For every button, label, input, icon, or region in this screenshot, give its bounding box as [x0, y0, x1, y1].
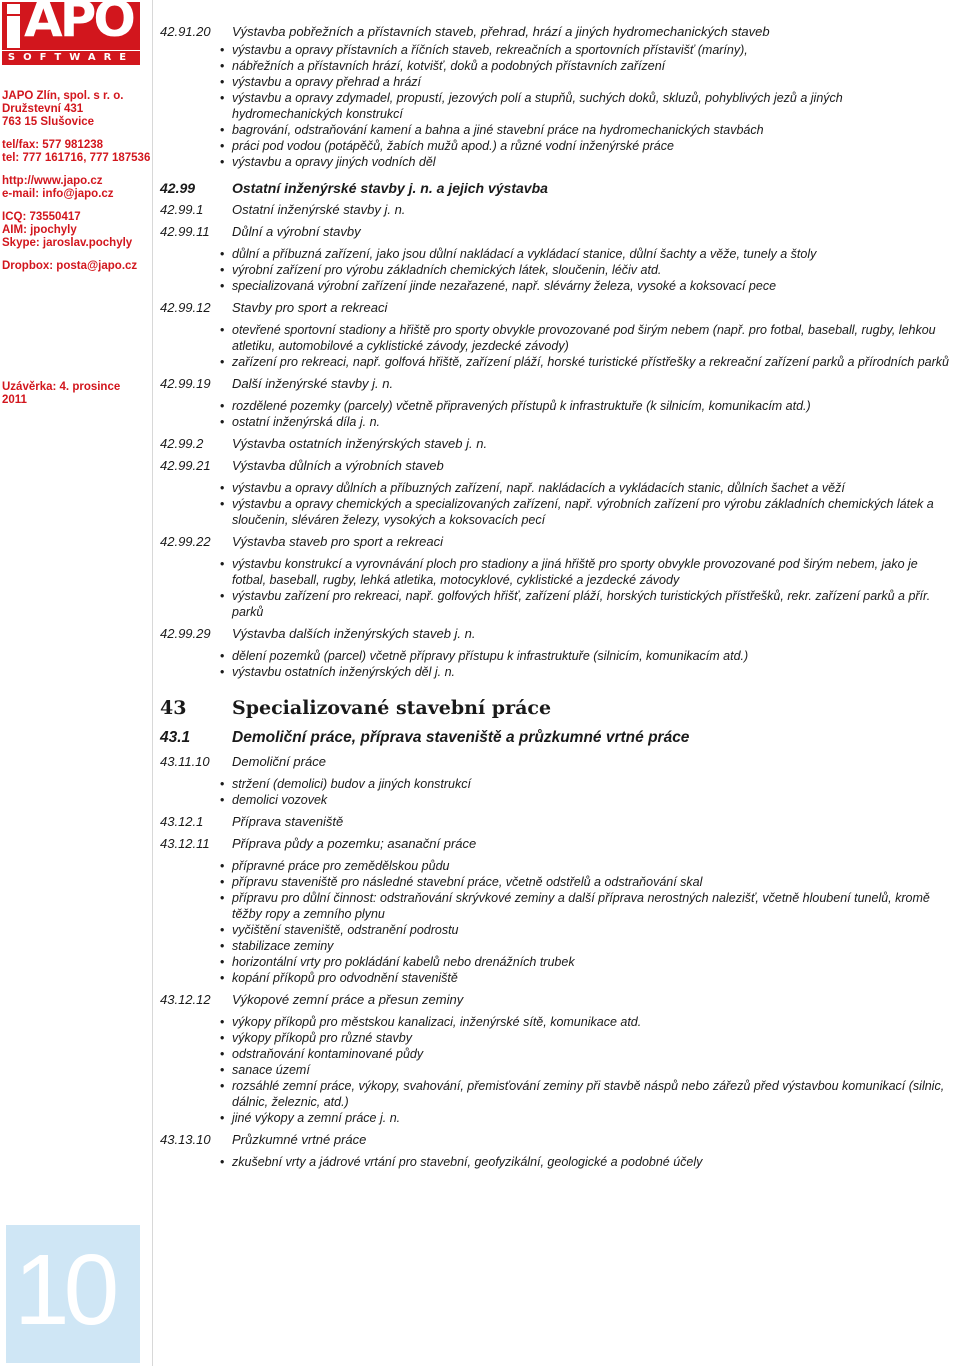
list-item: • horizontální vrty pro pokládání kabelů nebo drenážních trubek — [232, 954, 952, 970]
entry-code: 43.13.10 — [160, 1132, 211, 1147]
bullet-list — [160, 1154, 952, 1170]
list-item: • sanace území — [232, 1062, 952, 1078]
list-item: • výstavbu a opravy chemických a specializovaných zařízení, např. výrobních zařízení pro výrobu základních chemických látek a sloučenin, sléváren železy, vysokých a koksovacích pecí — [232, 496, 952, 528]
list-item: • stržení (demolici) budov a jiných konstrukcí — [232, 776, 952, 792]
list-item: • otevřené sportovní stadiony a hřiště pro sporty obvykle provozované pod širým nebem (např. pro fotbal, baseball, rugby, lehkou atletiku, automobilové a cyklistické závody, jezdecké závody) — [232, 322, 952, 354]
contact-line: 763 15 Slušovice — [2, 116, 95, 128]
classification-entry — [160, 534, 952, 550]
classification-entry — [160, 24, 952, 40]
list-item: • rozdělené pozemky (parcely) včetně připravených přístupů k infrastruktuře (k silnicím, komunikacím atd.) — [232, 398, 952, 414]
japo-logo — [2, 2, 140, 64]
bullet-list — [160, 1014, 952, 1126]
classification-entry — [160, 458, 952, 474]
list-item: • ostatní inženýrská díla j. n. — [232, 414, 952, 430]
list-item: • vyčištění staveniště, odstranění podrostu — [232, 922, 952, 938]
contact-line: AIM: jpochyly — [2, 224, 77, 236]
list-item: • výstavbu a opravy zdymadel, propustí, jezových polí a stupňů, suchých doků, skluzů, pohyblivých jezů a jiných hydromechanických konstrukcí — [232, 90, 952, 122]
contact-spacer — [2, 201, 148, 211]
entry-code: 42.99.22 — [160, 534, 211, 549]
list-item: • výstavbu zařízení pro rekreaci, např. golfových hřišť, zařízení pláží, horských turistických přístřešků, rekr. zařízení parků a přír. parků — [232, 588, 952, 620]
logo-sub-text: SOFTWARE — [7, 52, 135, 63]
page-number: 10 — [14, 1234, 114, 1346]
list-item: • kopání příkopů pro odvodnění staveniště — [232, 970, 952, 986]
sidebar-divider — [152, 0, 153, 1366]
list-item: • bagrování, odstraňování kamení a bahna a jiné stavební práce na hydromechanických stavbách — [232, 122, 952, 138]
entry-code: 42.91.20 — [160, 24, 211, 39]
entry-code: 42.99.12 — [160, 300, 211, 315]
list-item: • výstavbu a opravy přehrad a hrází — [232, 74, 952, 90]
entry-code: 42.99 — [160, 180, 196, 196]
list-item: • odstraňování kontaminované půdy — [232, 1046, 952, 1062]
entry-title: Výstavba staveb pro sport a rekreaci — [232, 534, 443, 549]
contact-block — [2, 90, 151, 273]
bullet-list — [160, 398, 952, 430]
list-item: • jiné výkopy a zemní práce j. n. — [232, 1110, 952, 1126]
contact-line[interactable]: e-mail: info@japo.cz — [2, 188, 114, 200]
classification-entry — [160, 1132, 952, 1148]
list-item: • specializovaná výrobní zařízení jinde nezařazené, např. slévárny železa, vysoké a koksovací pece — [232, 278, 952, 294]
entry-code: 42.99.21 — [160, 458, 211, 473]
entry-title: Příprava půdy a pozemku; asanační práce — [232, 836, 477, 851]
entry-title: Průzkumné vrtné práce — [232, 1132, 367, 1147]
entry-title: Ostatní inženýrské stavby j. n. a jejich výstavba — [232, 180, 548, 196]
bullet-list — [160, 858, 952, 986]
classification-entry — [160, 754, 952, 770]
contact-line: ICQ: 73550417 — [2, 211, 81, 223]
subsection-code: 43.1 — [160, 729, 191, 746]
classification-entry — [160, 436, 952, 452]
classification-entry — [160, 202, 952, 218]
logo-i-dot — [7, 4, 20, 14]
list-item: • rozsáhlé zemní práce, výkopy, svahování, přemisťování zeminy při stavbě náspů nebo zářezů před výstavbou komunikací (silnic, dálnic, železnic, atd.) — [232, 1078, 952, 1110]
classification-entry — [160, 300, 952, 316]
contact-line[interactable]: http://www.japo.cz — [2, 175, 103, 187]
deadline: Uzávěrka: 4. prosince 2011 — [2, 381, 121, 406]
list-item: • výkopy příkopů pro různé stavby — [232, 1030, 952, 1046]
classification-entry — [160, 992, 952, 1008]
list-item: • nábřežních a přístavních hrází, kotvišť, doků a podobných přístavních zařízení — [232, 58, 952, 74]
bullet-list — [160, 556, 952, 620]
contact-line: JAPO Zlín, spol. s r. o. — [2, 90, 124, 102]
list-item: • výstavbu konstrukcí a vyrovnávání ploch pro stadiony a jiná hřiště pro sporty obvykle provozované pod širým nebem, jako je fotbal, baseball, rugby, lehká atletika, motocyklové, cyklistické a jezdecké závody — [232, 556, 952, 588]
entry-title: Stavby pro sport a rekreaci — [232, 300, 388, 315]
section-code: 43 — [160, 697, 187, 719]
bullet-list — [160, 322, 952, 370]
entry-title: Další inženýrské stavby j. n. — [232, 376, 394, 391]
bullet-list — [160, 648, 952, 680]
contact-spacer — [2, 165, 148, 175]
bullet-list — [160, 42, 952, 170]
contact-spacer — [2, 250, 148, 260]
section-heading — [160, 696, 952, 720]
subsection-title: Demoliční práce, příprava staveniště a průzkumné vrtné práce — [232, 729, 690, 746]
list-item: • přípravu staveniště pro následné stavební práce, včetně odstřelů a odstraňování skal — [232, 874, 952, 890]
classification-entry — [160, 836, 952, 852]
logo-i-stem — [7, 16, 20, 48]
classification-entry — [160, 224, 952, 240]
entry-code: 43.12.11 — [160, 836, 210, 851]
entry-title: Výstavba důlních a výrobních staveb — [232, 458, 444, 473]
classification-entry — [160, 814, 952, 830]
entry-title: Důlní a výrobní stavby — [232, 224, 361, 239]
list-item: • přípravu pro důlní činnost: odstraňování skrývkové zeminy a další příprava nerostných nalezišť, včetně hloubení tunelů, kromě těžby ropy a zemního plynu — [232, 890, 952, 922]
bullet-list — [160, 480, 952, 528]
entry-title: Výkopové zemní práce a přesun zeminy — [232, 992, 464, 1007]
list-item: • stabilizace zeminy — [232, 938, 952, 954]
entry-code: 42.99.1 — [160, 202, 204, 217]
contact-spacer — [2, 129, 148, 139]
logo-main-text: APO — [24, 0, 133, 48]
contact-line[interactable]: Dropbox: posta@japo.cz — [2, 260, 138, 272]
entry-title: Výstavba pobřežních a přístavních staveb, přehrad, hrází a jiných hydromechanických staveb — [232, 24, 770, 39]
entry-code: 42.99.11 — [160, 224, 210, 239]
sidebar — [0, 0, 150, 1366]
entry-title: Výstavba dalších inženýrských staveb j. n. — [232, 626, 476, 641]
list-item: • dělení pozemků (parcel) včetně přípravy přístupu k infrastruktuře (silnicím, komunikacím atd.) — [232, 648, 952, 664]
list-item: • výstavbu ostatních inženýrských děl j. n. — [232, 664, 952, 680]
list-item: • výstavbu a opravy jiných vodních děl — [232, 154, 952, 170]
list-item: • práci pod vodou (potápěčů, žabích mužů apod.) a různé vodní inženýrské práce — [232, 138, 952, 154]
group-heading — [160, 180, 952, 196]
entry-code: 43.11.10 — [160, 754, 210, 769]
list-item: • výstavbu a opravy přístavních a říčních staveb, rekreačních a sportovních přístavišť (maríny), — [232, 42, 952, 58]
list-item: • výrobní zařízení pro výrobu základních chemických látek, sloučenin, léčiv atd. — [232, 262, 952, 278]
entry-code: 42.99.2 — [160, 436, 204, 451]
bullet-list — [160, 246, 952, 294]
entry-code: 42.99.29 — [160, 626, 211, 641]
contact-line: tel/fax: 577 981238 — [2, 139, 104, 151]
list-item: • výstavbu a opravy důlních a příbuzných zařízení, např. nakládacích a vykládacích stanic, důlních šachet a věží — [232, 480, 952, 496]
subsection-heading — [160, 728, 952, 748]
contact-line: tel: 777 161716, 777 187536 — [2, 152, 151, 164]
entry-title: Příprava staveniště — [232, 814, 344, 829]
list-item: • zařízení pro rekreaci, např. golfová hřiště, zařízení pláží, horské turistické přístřešky a rekreační zařízení parků a přírodních parků — [232, 354, 952, 370]
classification-entry — [160, 626, 952, 642]
entry-code: 42.99.19 — [160, 376, 211, 391]
entry-title: Ostatní inženýrské stavby j. n. — [232, 202, 406, 217]
document-body — [160, 24, 952, 1170]
contact-line: Družstevní 431 — [2, 103, 84, 115]
contact-line: Skype: jaroslav.pochyly — [2, 237, 133, 249]
entry-title: Demoliční práce — [232, 754, 326, 769]
list-item: • důlní a příbuzná zařízení, jako jsou důlní nakládací a vykládací stanice, důlní šachty a věže, tunely a štoly — [232, 246, 952, 262]
list-item: • zkušební vrty a jádrové vrtání pro stavební, geofyzikální, geologické a podobné účely — [232, 1154, 952, 1170]
entry-title: Výstavba ostatních inženýrských staveb j. n. — [232, 436, 488, 451]
bullet-list — [160, 776, 952, 808]
classification-entry — [160, 376, 952, 392]
section-title: Specializované stavební práce — [232, 697, 552, 719]
list-item: • přípravné práce pro zemědělskou půdu — [232, 858, 952, 874]
entry-code: 43.12.1 — [160, 814, 204, 829]
list-item: • demolici vozovek — [232, 792, 952, 808]
list-item: • výkopy příkopů pro městskou kanalizaci, inženýrské sítě, komunikace atd. — [232, 1014, 952, 1030]
entry-code: 43.12.12 — [160, 992, 211, 1007]
